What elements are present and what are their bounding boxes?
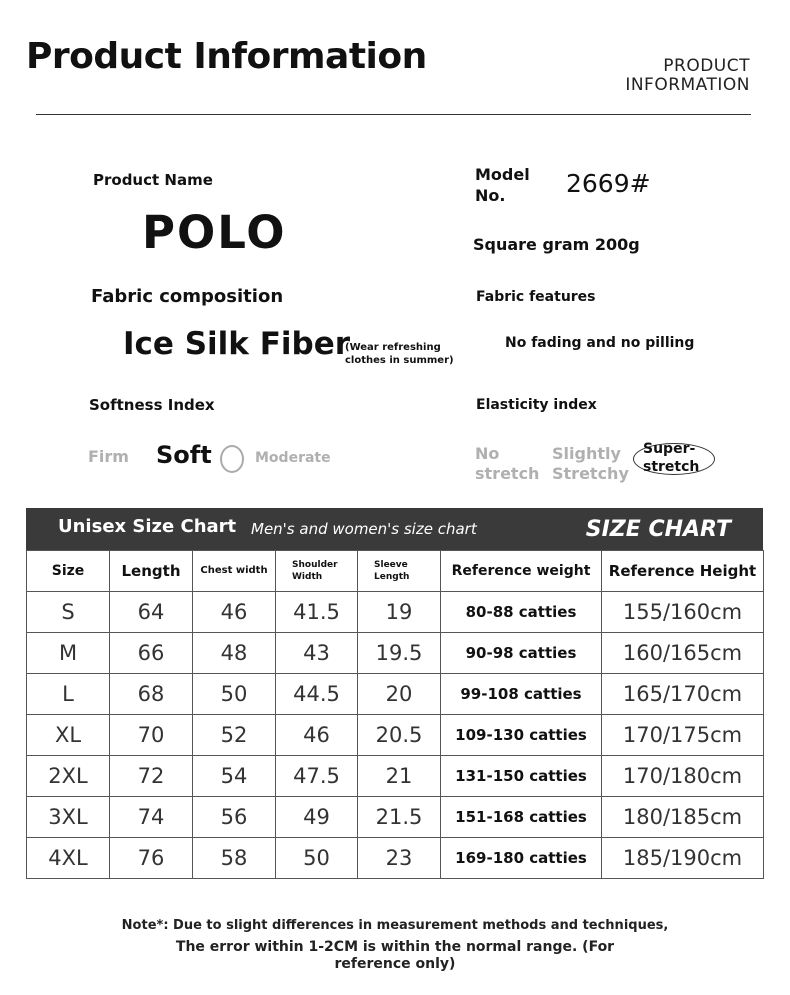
cell-length: 72 <box>110 756 193 797</box>
cell-chest: 48 <box>193 633 276 674</box>
cell-height: 185/190cm <box>602 838 764 879</box>
size-table <box>26 550 764 879</box>
col-header-sleeve <box>358 551 441 592</box>
cell-chest: 50 <box>193 674 276 715</box>
cell-height: 165/170cm <box>602 674 764 715</box>
cell-shoulder: 49 <box>276 797 358 838</box>
cell-height: 170/175cm <box>602 715 764 756</box>
cell-size: XL <box>27 715 110 756</box>
size-chart-header <box>26 508 763 550</box>
size-table-body <box>27 592 764 879</box>
product-name-label: Product Name <box>93 171 213 189</box>
cell-length: 76 <box>110 838 193 879</box>
cell-length: 64 <box>110 592 193 633</box>
model-label-line1: Model <box>475 165 530 184</box>
shoulder-header-line2: Width <box>292 572 323 582</box>
cell-sleeve: 19.5 <box>358 633 441 674</box>
cell-weight: 80-88 catties <box>441 592 602 633</box>
cell-shoulder: 41.5 <box>276 592 358 633</box>
super-stretch-line2: stretch <box>643 459 700 475</box>
square-gram: Square gram 200g <box>473 235 640 254</box>
cell-length: 70 <box>110 715 193 756</box>
cell-shoulder: 46 <box>276 715 358 756</box>
cell-weight: 169-180 catties <box>441 838 602 879</box>
cell-chest: 46 <box>193 592 276 633</box>
en-title-line1: PRODUCT <box>663 56 750 76</box>
page-title-english <box>550 57 750 95</box>
sleeve-header-line2: Length <box>374 572 410 582</box>
cell-weight: 99-108 catties <box>441 674 602 715</box>
sleeve-header-line1: Sleeve <box>374 560 408 570</box>
fabric-note <box>345 341 454 367</box>
cell-shoulder: 50 <box>276 838 358 879</box>
cell-sleeve: 21 <box>358 756 441 797</box>
size-table-header-row <box>27 551 764 592</box>
cell-sleeve: 19 <box>358 592 441 633</box>
cell-length: 74 <box>110 797 193 838</box>
cell-weight: 90-98 catties <box>441 633 602 674</box>
cell-height: 155/160cm <box>602 592 764 633</box>
super-stretch-line1: Super- <box>643 441 696 457</box>
table-row <box>27 756 764 797</box>
elasticity-option-no-stretch <box>475 444 539 484</box>
table-row <box>27 592 764 633</box>
table-row <box>27 715 764 756</box>
cell-sleeve: 20 <box>358 674 441 715</box>
cell-weight: 131-150 catties <box>441 756 602 797</box>
col-header-height: Reference Height <box>602 551 764 592</box>
softness-option-moderate: Moderate <box>255 450 331 466</box>
model-value: 2669# <box>566 169 651 198</box>
cell-shoulder: 44.5 <box>276 674 358 715</box>
softness-index-label: Softness Index <box>89 396 215 414</box>
cell-height: 170/180cm <box>602 756 764 797</box>
fabric-features-value: No fading and no pilling <box>505 335 695 351</box>
model-label-line2: No. <box>475 186 506 205</box>
cell-shoulder: 47.5 <box>276 756 358 797</box>
col-header-length: Length <box>110 551 193 592</box>
cell-sleeve: 23 <box>358 838 441 879</box>
cell-chest: 58 <box>193 838 276 879</box>
table-row <box>27 838 764 879</box>
cell-shoulder: 43 <box>276 633 358 674</box>
cell-chest: 54 <box>193 756 276 797</box>
cell-chest: 56 <box>193 797 276 838</box>
fabric-composition-label: Fabric composition <box>91 286 284 307</box>
elasticity-index-label: Elasticity index <box>476 397 597 413</box>
table-row <box>27 633 764 674</box>
softness-option-firm: Firm <box>88 447 129 466</box>
page-title: Product Information <box>26 36 427 77</box>
selection-circle-icon <box>220 445 244 473</box>
cell-size: L <box>27 674 110 715</box>
no-stretch-line2: stretch <box>475 464 540 483</box>
softness-option-soft: Soft <box>156 441 212 469</box>
cell-height: 160/165cm <box>602 633 764 674</box>
cell-weight: 109-130 catties <box>441 715 602 756</box>
cell-weight: 151-168 catties <box>441 797 602 838</box>
fabric-composition-value: Ice Silk Fiber <box>123 326 351 362</box>
en-title-line2: INFORMATION <box>625 75 750 95</box>
size-chart <box>26 508 763 879</box>
slightly-stretchy-line1: Slightly <box>552 444 621 463</box>
shoulder-header-line1: Shoulder <box>292 560 338 570</box>
size-chart-title: Unisex Size Chart <box>58 516 237 537</box>
fabric-features-label: Fabric features <box>476 289 596 305</box>
note-line1: Note*: Due to slight differences in measurement methods and techniques, <box>121 918 669 933</box>
cell-size: M <box>27 633 110 674</box>
size-chart-subtitle: Men's and women's size chart <box>251 520 477 538</box>
note-line2: The error within 1-2CM is within the normal range. (For <box>175 939 615 955</box>
cell-sleeve: 21.5 <box>358 797 441 838</box>
slightly-stretchy-line2: Stretchy <box>552 464 629 483</box>
cell-size: 4XL <box>27 838 110 879</box>
cell-size: 3XL <box>27 797 110 838</box>
table-row <box>27 674 764 715</box>
note-line3: reference only) <box>334 956 456 972</box>
fabric-note-line2: clothes in summer) <box>345 355 454 366</box>
model-label <box>475 164 530 206</box>
fabric-note-line1: (Wear refreshing <box>345 342 441 353</box>
cell-chest: 52 <box>193 715 276 756</box>
no-stretch-line1: No <box>475 444 500 463</box>
col-header-shoulder <box>276 551 358 592</box>
col-header-chest: Chest width <box>193 551 276 592</box>
header-divider <box>36 114 751 115</box>
product-name-value: POLO <box>142 206 287 259</box>
elasticity-option-super-stretch <box>643 440 699 476</box>
cell-length: 66 <box>110 633 193 674</box>
cell-sleeve: 20.5 <box>358 715 441 756</box>
size-chart-badge: SIZE CHART <box>585 517 731 542</box>
elasticity-option-slightly-stretchy <box>552 444 629 484</box>
table-row <box>27 797 764 838</box>
cell-size: S <box>27 592 110 633</box>
cell-length: 68 <box>110 674 193 715</box>
cell-height: 180/185cm <box>602 797 764 838</box>
cell-size: 2XL <box>27 756 110 797</box>
col-header-size: Size <box>27 551 110 592</box>
col-header-weight: Reference weight <box>441 551 602 592</box>
